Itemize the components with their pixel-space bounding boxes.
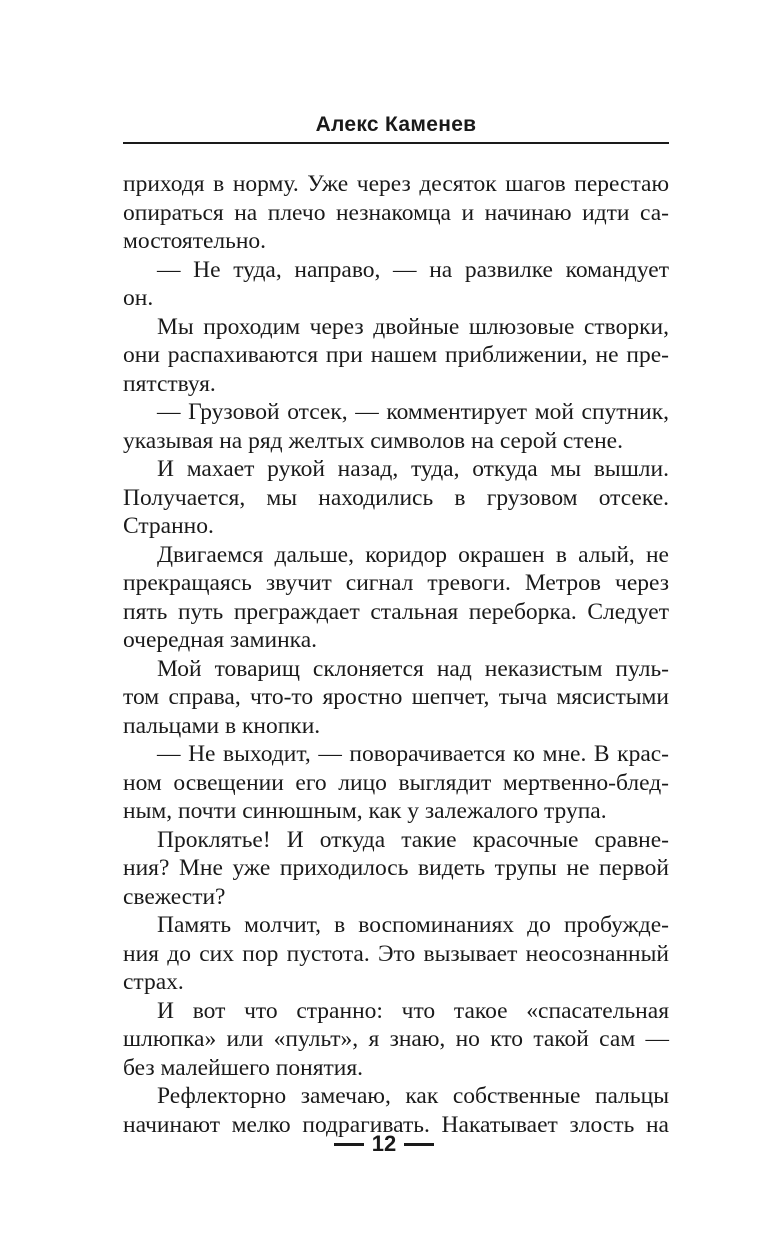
text-line: без малейшего понятия. [123, 1054, 364, 1081]
text-line: Странно. [123, 513, 214, 539]
text-line: прекращаясь звучит сигнал тревоги. Метров через [123, 570, 669, 596]
text-line: ном освещении его лицо выглядит мертвенно-блед- [123, 769, 669, 796]
text-line: Мы проходим через двойные шлюзовые створки, [157, 313, 669, 340]
text-line: они распахиваются при нашем приближении, не пре- [123, 342, 669, 368]
text-line: мостоятельно. [123, 228, 267, 254]
running-header-author: Алекс Каменев [315, 113, 477, 136]
text-line: свежести? [123, 883, 226, 910]
text-line: Рефлекторно замечаю, как собственные пальцы [157, 1083, 669, 1109]
text-line: страх. [123, 969, 184, 995]
text-line: Память молчит, в воспоминаниях до пробужде- [157, 912, 669, 938]
text-line: пальцами в кнопки. [123, 712, 321, 739]
text-line: шлюпка» или «пульт», я знаю, но кто такой сам — [123, 1026, 669, 1052]
text-line: очередная заминка. [123, 627, 318, 653]
text-line: пятствуя. [123, 370, 216, 397]
page-number: 12 [371, 1131, 397, 1156]
text-line: ным, почти синюшным, как у залежалого трупа. [123, 798, 607, 824]
text-line: И вот что странно: что такое «спасательная [157, 997, 669, 1024]
text-line: — Не туда, направо, — на развилке командует [157, 256, 669, 283]
text-line: указывая на ряд желтых символов на серой стене. [123, 427, 623, 454]
folio-dash-right [404, 1143, 434, 1146]
text-line: Получается, мы находились в грузовом отсеке. [123, 484, 669, 511]
page-body-text [123, 170, 669, 1139]
text-line: — Не выходит, — поворачивается ко мне. В крас- [157, 741, 669, 767]
text-line: он. [123, 285, 154, 311]
text-line: Мой товарищ склоняется над неказистым пуль- [157, 655, 669, 682]
text-line: пять путь преграждает стальная переборка. Следует [123, 598, 669, 625]
text-line: опираться на плечо незнакомца и начинаю идти са- [123, 199, 669, 226]
folio-dash-left [334, 1143, 364, 1146]
text-line: том справа, что-то яростно шепчет, тыча мясистыми [123, 684, 669, 710]
text-line: ния до сих пор пустота. Это вызывает неосознанный [123, 940, 669, 967]
text-line: — Грузовой отсек, — комментирует мой спутник, [157, 399, 669, 425]
text-line: Двигаемся дальше, коридор окрашен в алый, не [157, 541, 669, 568]
text-line: начинают мелко подрагивать. Накатывает злость на [123, 1111, 669, 1138]
text-line: И махает рукой назад, туда, откуда мы вышли. [157, 456, 669, 482]
header-rule [123, 142, 669, 144]
text-line: приходя в норму. Уже через десяток шагов перестаю [123, 171, 669, 197]
text-line: ния? Мне уже приходилось видеть трупы не первой [123, 855, 669, 881]
text-line: Проклятье! И откуда такие красочные сравне- [157, 826, 669, 853]
page-folio [0, 1130, 768, 1158]
